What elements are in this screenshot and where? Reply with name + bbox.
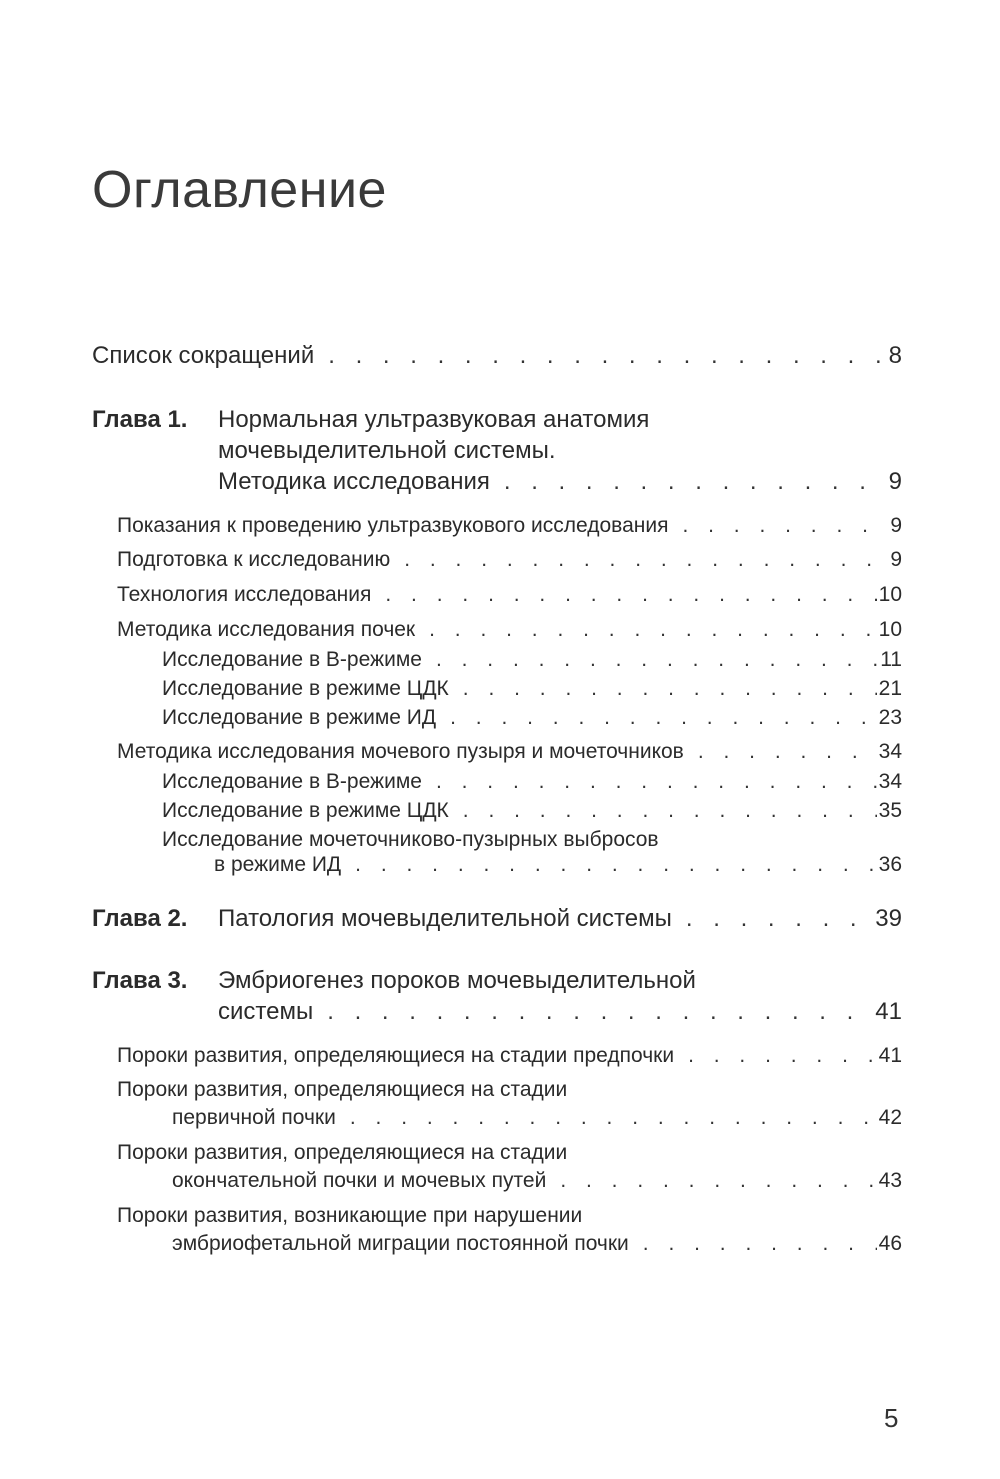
toc-entry-text: Исследование в режиме ЦДК (162, 677, 449, 700)
dot-leader (463, 677, 877, 701)
toc-entry-text: Исследование в режиме ИД (162, 706, 437, 729)
toc-entry-text: Исследование в В-режиме (162, 770, 422, 793)
toc-page-number: 8 (888, 342, 902, 369)
toc-page-number: 36 (878, 853, 902, 876)
chapter-title-line: системы (218, 998, 314, 1025)
chapter-title-line: мочевыделительной системы. (218, 437, 556, 464)
chapter-title-line: Методика исследования (218, 468, 490, 495)
toc-entry[interactable] (117, 1044, 902, 1068)
toc-page-number: 41 (878, 1044, 902, 1067)
dot-leader (643, 1232, 877, 1256)
dot-leader (328, 342, 886, 370)
toc-entry[interactable] (117, 1204, 902, 1256)
toc-entry-text: Исследование мочеточниково-пузырных выбросов (162, 828, 659, 851)
toc-page-number: 10 (878, 618, 902, 641)
chapter-2-label: Глава 2. (92, 905, 188, 932)
toc-entry[interactable] (117, 1141, 902, 1193)
toc-page-number: 21 (878, 677, 902, 700)
toc-entry[interactable] (162, 677, 902, 701)
toc-entry[interactable] (117, 740, 902, 764)
toc-entry-text: Технология исследования (117, 583, 372, 606)
toc-page-number: 46 (878, 1232, 902, 1255)
toc-page-number: 43 (878, 1169, 902, 1192)
toc-page-number: 9 (890, 514, 902, 537)
dot-leader (686, 905, 873, 933)
toc-entry[interactable] (117, 1078, 902, 1130)
dot-leader (355, 853, 876, 877)
dot-leader (560, 1169, 876, 1193)
page-number: 5 (884, 1403, 899, 1433)
toc-entry-text: окончательной почки и мочевых путей (172, 1169, 547, 1192)
toc-entry-chapter-3[interactable] (218, 967, 902, 1026)
chapter-title-line: Эмбриогенез пороков мочевыделительной (218, 967, 696, 994)
page-title: Оглавление (92, 161, 387, 219)
toc-entry-text: Пороки развития, определяющиеся на стадии (117, 1141, 568, 1164)
dot-leader (450, 706, 877, 730)
dot-leader (504, 468, 887, 496)
dot-leader (327, 998, 873, 1026)
toc-entry[interactable] (162, 770, 902, 794)
dot-leader (404, 548, 888, 572)
toc-entry-text: Показания к проведению ультразвукового исследования (117, 514, 669, 537)
toc-entry-text: Подготовка к исследованию (117, 548, 391, 571)
toc-entry[interactable] (162, 799, 902, 823)
dot-leader (698, 740, 877, 764)
toc-entry-text: первичной почки (172, 1106, 336, 1129)
dot-leader (688, 1044, 877, 1068)
toc-entry-text: Пороки развития, определяющиеся на стадии предпочки (117, 1044, 675, 1067)
dot-leader (350, 1106, 877, 1130)
toc-entry[interactable] (117, 618, 902, 642)
toc-page-number: 35 (878, 799, 902, 822)
toc-entry-text: Пороки развития, возникающие при нарушении (117, 1204, 583, 1227)
toc-entry-abbreviations[interactable] (92, 342, 902, 370)
toc-entry-text: в режиме ИД (214, 853, 342, 876)
dot-leader (436, 648, 878, 672)
toc-entry-text: Список сокращений (92, 342, 315, 369)
toc-entry[interactable] (162, 828, 902, 877)
toc-page-number: 34 (878, 770, 902, 793)
dot-leader (436, 770, 877, 794)
chapter-title-line: Нормальная ультразвуковая анатомия (218, 406, 650, 433)
toc-page-number: 39 (875, 905, 902, 932)
toc-page-number: 9 (890, 548, 902, 571)
toc-page-number: 42 (878, 1106, 902, 1129)
toc-entry-text: Методика исследования мочевого пузыря и мочеточников (117, 740, 684, 763)
toc-page-number: 10 (878, 583, 902, 606)
toc-entry[interactable] (117, 583, 902, 607)
dot-leader (385, 583, 876, 607)
toc-entry-text: Исследование в режиме ЦДК (162, 799, 449, 822)
toc-entry[interactable] (117, 514, 902, 538)
toc-page-number: 9 (888, 468, 902, 495)
toc-entry[interactable] (162, 706, 902, 730)
toc-entry[interactable] (162, 648, 902, 672)
toc-entry-chapter-1[interactable] (218, 406, 902, 496)
toc-entry-text: Методика исследования почек (117, 618, 416, 641)
toc-entry-text: Пороки развития, определяющиеся на стадии (117, 1078, 568, 1101)
toc-page-number: 23 (878, 706, 902, 729)
toc-page-number: 11 (880, 648, 902, 671)
chapter-3-label: Глава 3. (92, 967, 188, 994)
toc-entry[interactable] (117, 548, 902, 572)
dot-leader (463, 799, 877, 823)
toc-page-number: 34 (878, 740, 902, 763)
toc-page-number: 41 (875, 998, 902, 1025)
toc-entry-text: Исследование в В-режиме (162, 648, 422, 671)
toc-entry-text: эмбриофетальной миграции постоянной почки (172, 1232, 629, 1255)
toc-entry-chapter-2[interactable] (218, 905, 902, 933)
chapter-1-label: Глава 1. (92, 406, 188, 433)
chapter-title-line: Патология мочевыделительной системы (218, 905, 672, 932)
dot-leader (429, 618, 877, 642)
dot-leader (682, 514, 888, 538)
